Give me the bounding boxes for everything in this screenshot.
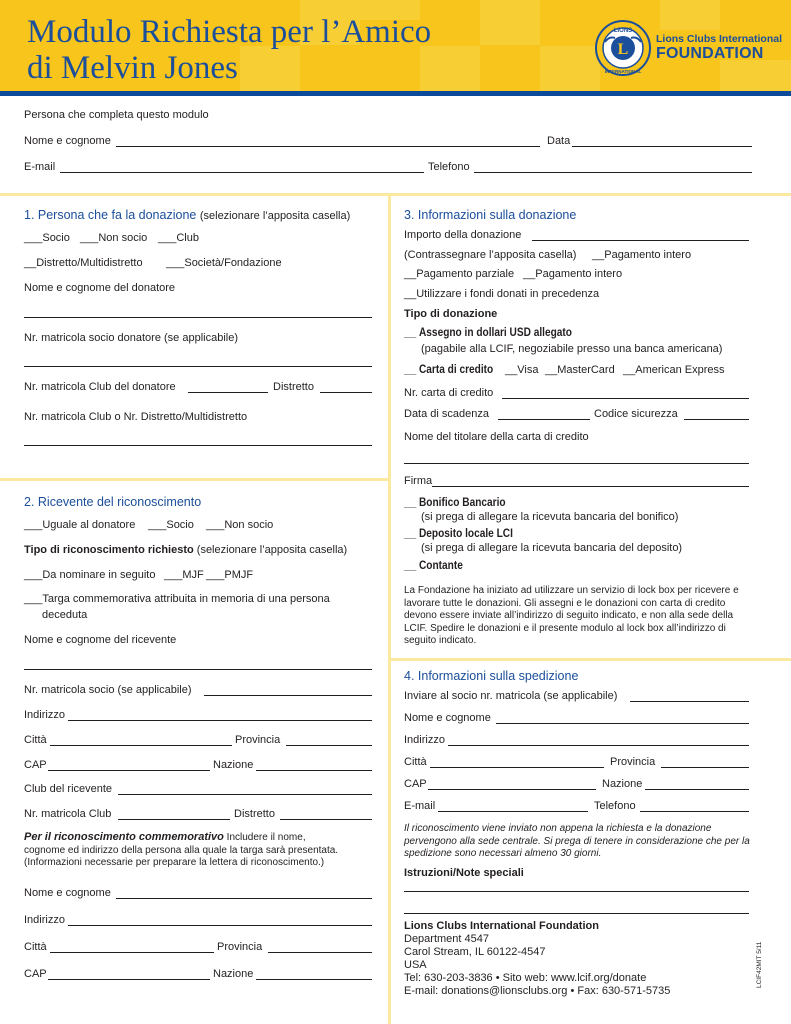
- recipient-cap-label: CAP: [24, 759, 47, 771]
- card-number-field[interactable]: [502, 398, 749, 399]
- mailing-address: Lions Clubs International Foundation Department 4547 Carol Stream, IL 60122-4547 USA Tel: 630-203-3836 • Sito web: www.lcif.org/donate E-mail: donations@lionsclubs.org • Fax: 630-571-5735: [404, 920, 671, 997]
- ship-city-field[interactable]: [430, 767, 604, 768]
- security-code-label: Codice sicurezza: [594, 408, 678, 420]
- option-distretto[interactable]: __Distretto/Multidistretto: [24, 257, 143, 269]
- donor-name-label: Nome e cognome del donatore: [24, 282, 176, 294]
- column-divider: [388, 193, 391, 1024]
- ship-province-field[interactable]: [661, 767, 749, 768]
- brand-line2: FOUNDATION: [656, 45, 764, 62]
- shipping-notice: Il riconoscimento viene inviato non appena la richiesta e la donazione pervengono alla sede centrale. Si prega di tenere in considerazione che per la spedizione sono necessari almeno 30 giorni.: [404, 823, 750, 859]
- memorial-cap-field[interactable]: [48, 979, 210, 980]
- donor-district-field[interactable]: [320, 392, 372, 393]
- memorial-name-label: Nome e cognome: [24, 887, 111, 899]
- option-nominate-later[interactable]: ___Da nominare in seguito: [24, 569, 156, 581]
- option-recipient-non-socio[interactable]: ___Non socio: [206, 519, 274, 531]
- section3-title: 3. Informazioni sulla donazione: [404, 208, 577, 222]
- ship-member-no-label: Inviare al socio nr. matricola (se applicabile): [404, 690, 618, 702]
- check-box-note: (Contrassegnare l’apposita casella): [404, 249, 577, 261]
- memorial-address-field[interactable]: [68, 925, 372, 926]
- ship-city-label: Città: [404, 756, 427, 768]
- option-memorial-plaque[interactable]: ___Targa commemorativa attribuita in memoria di una persona: [24, 593, 330, 605]
- option-amex[interactable]: __American Express: [623, 364, 725, 376]
- ship-email-label: E-mail: [404, 800, 436, 812]
- option-local-deposit[interactable]: __ Deposito locale LCI: [404, 528, 514, 540]
- svg-text:INTERNATIONAL: INTERNATIONAL: [604, 69, 642, 74]
- ship-phone-field[interactable]: [640, 811, 749, 812]
- recipient-district-field[interactable]: [280, 819, 372, 820]
- recipient-cap-field[interactable]: [48, 770, 210, 771]
- memorial-city-field[interactable]: [50, 952, 214, 953]
- recipient-club-label: Club del ricevente: [24, 783, 113, 795]
- special-notes-line1[interactable]: [404, 891, 749, 892]
- expiry-label: Data di scadenza: [404, 408, 489, 420]
- memorial-province-field[interactable]: [268, 952, 372, 953]
- memorial-province-label: Provincia: [217, 941, 263, 953]
- svg-text:L: L: [617, 41, 629, 58]
- option-mastercard[interactable]: __MasterCard: [545, 364, 615, 376]
- option-recipient-socio[interactable]: ___Socio: [148, 519, 194, 531]
- ship-country-label: Nazione: [602, 778, 643, 790]
- memorial-instructions: Per il riconoscimento commemorativo Includere il nome, cognome ed indirizzo della persona alla quale la targa sarà presentata. (Informazioni necessarie per preparare la lettera di riconoscimento.): [24, 831, 339, 868]
- date-label: Data: [547, 135, 571, 147]
- option-prior-funds[interactable]: __Utilizzare i fondi donati in precedenza: [404, 288, 600, 300]
- ship-cap-label: CAP: [404, 778, 427, 790]
- recipient-province-field[interactable]: [286, 745, 372, 746]
- option-partial-payment[interactable]: __Pagamento parziale: [404, 268, 515, 280]
- section2-title: 2. Ricevente del riconoscimento: [24, 495, 202, 509]
- option-memorial-plaque-cont: deceduta: [42, 609, 88, 621]
- ship-cap-field[interactable]: [428, 789, 596, 790]
- recipient-name-label: Nome e cognome del ricevente: [24, 634, 177, 646]
- completer-phone-label: Telefono: [428, 161, 470, 173]
- ship-address-label: Indirizzo: [404, 734, 445, 746]
- option-credit-card[interactable]: __ Carta di credito: [404, 364, 494, 376]
- header-divider: [0, 91, 791, 96]
- option-mjf[interactable]: ___MJF: [164, 569, 204, 581]
- completer-name-label: Nome e cognome: [24, 135, 111, 147]
- lockbox-notice: La Fondazione ha iniziato ad utilizzare un servizio di lock box per ricevere e lavorare tutte le donazioni. Gli assegni e le donazioni con carta di credito devono essere inviate all’indirizzo di seguito indicato, e non alla sede della LCIF. Spedire le donazioni e il presente modulo al lock box all’indirizzo di seguito indicato.: [404, 585, 739, 646]
- recipient-club-field[interactable]: [118, 794, 372, 795]
- option-full-payment-2[interactable]: __Pagamento intero: [523, 268, 623, 280]
- recipient-province-label: Provincia: [235, 734, 281, 746]
- recipient-district-label: Distretto: [234, 808, 275, 820]
- option-non-socio[interactable]: ___Non socio: [80, 232, 148, 244]
- memorial-country-label: Nazione: [213, 968, 254, 980]
- donor-club-no-field[interactable]: [188, 392, 268, 393]
- ship-email-field[interactable]: [438, 811, 588, 812]
- recipient-club-no-label: Nr. matricola Club: [24, 808, 112, 820]
- option-socio[interactable]: ___Socio: [24, 232, 70, 244]
- club-or-district-field[interactable]: [24, 445, 372, 446]
- donor-district-label: Distretto: [273, 381, 314, 393]
- card-number-label: Nr. carta di credito: [404, 387, 494, 399]
- option-same-as-donor[interactable]: ___Uguale al donatore: [24, 519, 136, 531]
- ship-name-field[interactable]: [496, 723, 749, 724]
- option-societa[interactable]: ___Società/Fondazione: [166, 257, 282, 269]
- section-divider: [391, 658, 791, 661]
- recipient-city-label: Città: [24, 734, 47, 746]
- completer-email-label: E-mail: [24, 161, 56, 173]
- cardholder-name-field[interactable]: [404, 463, 749, 464]
- brand-line1: Lions Clubs International: [656, 33, 783, 45]
- donor-member-no-field[interactable]: [24, 366, 372, 367]
- lions-logo-icon: [595, 20, 651, 76]
- recipient-member-no-field[interactable]: [204, 695, 372, 696]
- completer-name-field[interactable]: [116, 146, 540, 147]
- option-bank-transfer[interactable]: __ Bonifico Bancario: [404, 497, 506, 509]
- amount-field[interactable]: [532, 240, 749, 241]
- option-usd-check[interactable]: __ Assegno in dollari USD allegato: [404, 327, 573, 339]
- ship-province-label: Provincia: [610, 756, 656, 768]
- svg-text:LIONS: LIONS: [613, 28, 633, 34]
- ship-phone-label: Telefono: [594, 800, 636, 812]
- option-full-payment[interactable]: __Pagamento intero: [592, 249, 692, 261]
- memorial-city-label: Città: [24, 941, 47, 953]
- donor-club-no-label: Nr. matricola Club del donatore: [24, 381, 176, 393]
- memorial-name-field[interactable]: [116, 898, 372, 899]
- recipient-country-label: Nazione: [213, 759, 254, 771]
- option-pmjf[interactable]: ___PMJF: [206, 569, 254, 581]
- option-visa[interactable]: __Visa: [505, 364, 539, 376]
- local-deposit-note: (si prega di allegare la ricevuta bancaria del deposito): [421, 542, 683, 554]
- security-code-field[interactable]: [684, 419, 749, 420]
- usd-check-note: (pagabile alla LCIF, negoziabile presso una banca americana): [421, 343, 723, 355]
- club-or-district-label: Nr. matricola Club o Nr. Distretto/Multidistretto: [24, 411, 248, 423]
- signature-field[interactable]: [432, 486, 749, 487]
- option-club[interactable]: ___Club: [158, 232, 199, 244]
- cardholder-name-label: Nome del titolare della carta di credito: [404, 431, 589, 443]
- special-notes-title: Istruzioni/Note speciali: [404, 867, 524, 879]
- signature-label: Firma: [404, 475, 433, 487]
- expiry-field[interactable]: [498, 419, 590, 420]
- ship-address-field[interactable]: [448, 745, 749, 746]
- section-divider: [0, 193, 791, 196]
- section1-title: 1. Persona che fa la donazione (selezionare l’apposita casella): [24, 208, 351, 222]
- ship-name-label: Nome e cognome: [404, 712, 491, 724]
- section-divider: [0, 478, 388, 481]
- completer-email-field[interactable]: [60, 172, 424, 173]
- form-completer-heading: Persona che completa questo modulo: [24, 109, 209, 121]
- section4-title: 4. Informazioni sulla spedizione: [404, 669, 579, 683]
- special-notes-line2[interactable]: [404, 913, 749, 914]
- ship-country-field[interactable]: [645, 789, 749, 790]
- donor-name-field[interactable]: [24, 317, 372, 318]
- memorial-address-label: Indirizzo: [24, 914, 65, 926]
- recipient-address-label: Indirizzo: [24, 709, 65, 721]
- option-cash[interactable]: __ Contante: [404, 560, 464, 572]
- recipient-address-field[interactable]: [68, 720, 372, 721]
- ship-member-no-field[interactable]: [630, 701, 749, 702]
- recipient-member-no-label: Nr. matricola socio (se applicabile): [24, 684, 192, 696]
- donor-member-no-label: Nr. matricola socio donatore (se applicabile): [24, 332, 238, 344]
- recipient-country-field[interactable]: [256, 770, 372, 771]
- recipient-city-field[interactable]: [50, 745, 232, 746]
- memorial-country-field[interactable]: [256, 979, 372, 980]
- recognition-type-label: Tipo di riconoscimento richiesto (selezionare l’apposita casella): [24, 544, 348, 556]
- date-field[interactable]: [572, 146, 752, 147]
- recipient-name-field[interactable]: [24, 669, 372, 670]
- page-title: Modulo Richiesta per l’Amico di Melvin Jones: [27, 14, 432, 86]
- recipient-club-no-field[interactable]: [118, 819, 230, 820]
- amount-label: Importo della donazione: [404, 229, 522, 241]
- donation-type-title: Tipo di donazione: [404, 308, 498, 320]
- completer-phone-field[interactable]: [474, 172, 752, 173]
- memorial-cap-label: CAP: [24, 968, 47, 980]
- form-code: LCIF42MIT 5/11: [756, 941, 763, 988]
- bank-transfer-note: (si prega di allegare la ricevuta bancaria del bonifico): [421, 511, 679, 523]
